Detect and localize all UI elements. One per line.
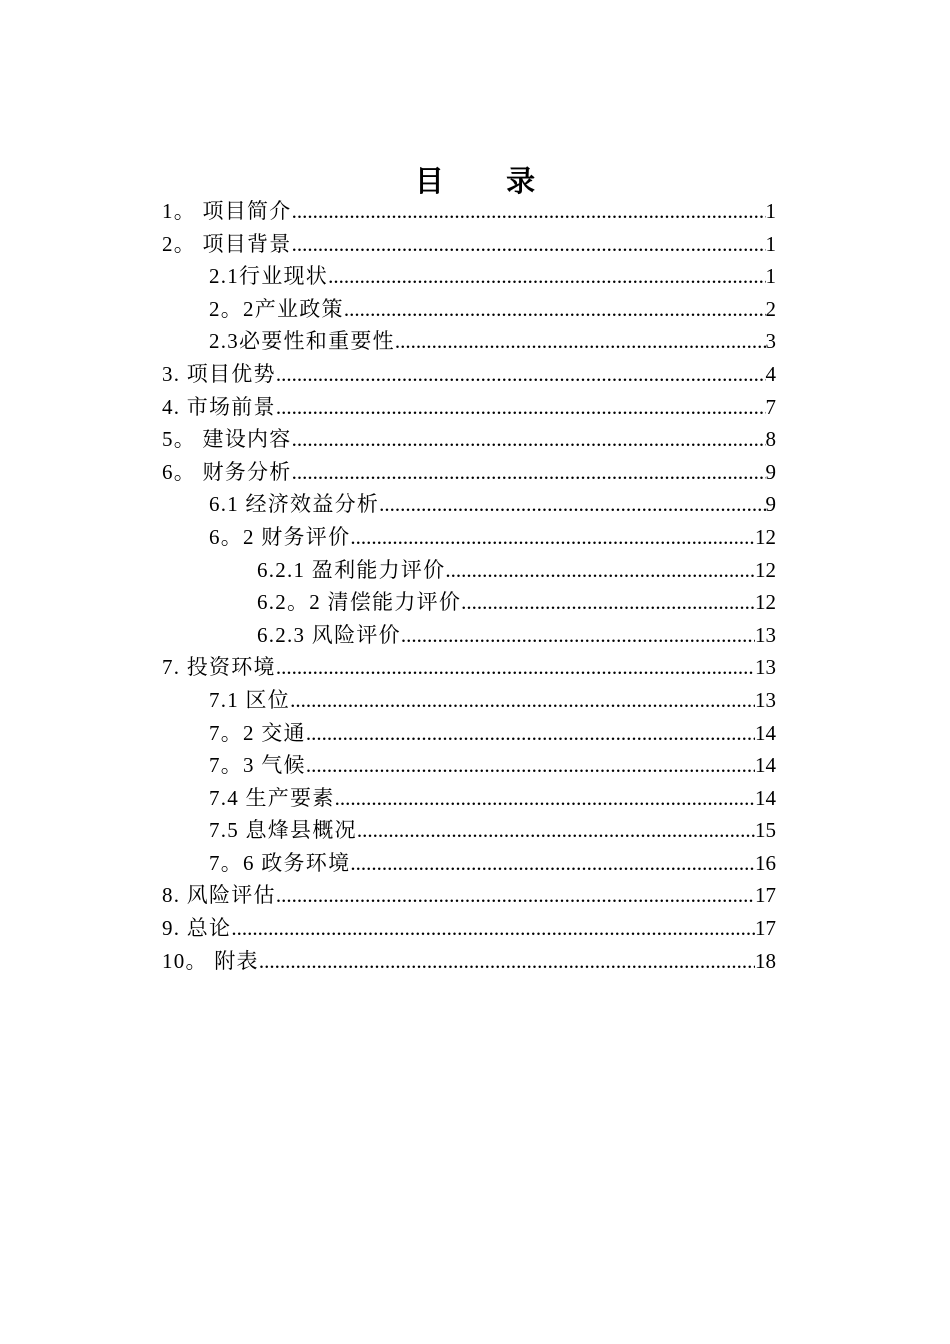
toc-dot-leader	[292, 195, 766, 227]
toc-dot-leader	[344, 293, 766, 325]
toc-entry[interactable]	[162, 358, 776, 391]
toc-entry-label: 7。2 交通	[209, 720, 306, 745]
toc-entry[interactable]	[162, 228, 776, 261]
toc-page-number: 8	[765, 427, 776, 452]
toc-entry[interactable]	[162, 391, 776, 424]
toc-entry-label: 7. 投资环境	[162, 655, 276, 680]
toc-dot-leader	[276, 358, 766, 390]
toc-entry[interactable]	[162, 260, 776, 293]
toc-entry[interactable]	[162, 651, 776, 684]
toc-entry-label: 9. 总论	[162, 916, 232, 941]
toc-entry-label: 7。6 政务环境	[209, 850, 351, 875]
toc-page-number: 13	[755, 622, 776, 647]
toc-entry[interactable]	[162, 945, 776, 978]
toc-entry-label: 1。 项目简介	[162, 199, 292, 223]
toc-page-number: 17	[755, 883, 776, 908]
toc-dot-leader	[306, 749, 755, 781]
toc-dot-leader	[357, 814, 755, 846]
toc-dot-leader	[292, 228, 766, 260]
toc-entry-label: 6.2.1 盈利能力评价	[257, 557, 446, 582]
toc-dot-leader	[328, 260, 765, 292]
toc-entry-label: 6.2.3 风险评价	[257, 622, 401, 647]
toc-dot-leader	[276, 879, 755, 911]
toc-page-number: 14	[755, 785, 776, 810]
toc-page-number: 12	[755, 590, 776, 615]
toc-page-number: 2	[765, 296, 776, 321]
toc-dot-leader	[276, 651, 755, 683]
toc-entry[interactable]	[162, 619, 776, 652]
toc-page-number: 4	[765, 361, 776, 386]
toc-entry[interactable]	[162, 782, 776, 815]
toc-entry-label: 10。 附表	[162, 948, 259, 973]
toc-page-number: 3	[765, 329, 776, 354]
toc-entry-label: 4. 市场前景	[162, 394, 276, 419]
toc-entry-label: 8. 风险评估	[162, 883, 276, 908]
toc-dot-leader	[292, 423, 766, 455]
toc-page-number: 15	[755, 818, 776, 843]
toc-entry-label: 5。 建设内容	[162, 427, 292, 452]
toc-page-number: 17	[755, 916, 776, 941]
toc-dot-leader	[276, 391, 766, 423]
toc-page-number: 13	[755, 687, 776, 712]
toc-entry[interactable]	[162, 879, 776, 912]
toc-page-number: 1	[765, 231, 776, 256]
toc-entry-label: 6。 财务分析	[162, 459, 292, 484]
toc-dot-leader	[335, 782, 755, 814]
toc-page-number: 1	[765, 199, 776, 223]
toc-entry[interactable]	[162, 521, 776, 554]
toc-entry[interactable]	[162, 847, 776, 880]
toc-entry[interactable]	[162, 423, 776, 456]
toc-dot-leader	[395, 325, 766, 357]
toc-page-number: 9	[765, 492, 776, 517]
toc-page-number: 7	[765, 394, 776, 419]
toc-entry[interactable]	[162, 684, 776, 717]
toc-entry[interactable]	[162, 749, 776, 782]
toc-page-number: 18	[755, 948, 776, 973]
toc-entry[interactable]	[162, 814, 776, 847]
toc-dot-leader	[461, 586, 755, 618]
toc-entry-label: 6.2。2 清偿能力评价	[257, 590, 462, 615]
table-of-contents	[162, 195, 776, 977]
page-title: 目 录	[414, 164, 562, 199]
toc-entry-label: 7.4 生产要素	[209, 785, 335, 810]
toc-entry-label: 2.3必要性和重要性	[209, 329, 395, 354]
toc-entry[interactable]	[162, 325, 776, 358]
toc-entry[interactable]	[162, 456, 776, 489]
toc-dot-leader	[350, 521, 755, 553]
toc-page-number: 1	[765, 264, 776, 289]
toc-entry-label: 7。3 气候	[209, 753, 306, 778]
toc-entry[interactable]	[162, 554, 776, 587]
toc-page-number: 12	[755, 557, 776, 582]
toc-entry-label: 2.1行业现状	[209, 264, 329, 289]
toc-entry[interactable]	[162, 195, 776, 228]
toc-dot-leader	[379, 488, 765, 520]
toc-page-number: 13	[755, 655, 776, 680]
toc-dot-leader	[350, 847, 755, 879]
toc-dot-leader	[445, 554, 755, 586]
toc-dot-leader	[290, 684, 755, 716]
toc-page-number: 14	[755, 720, 776, 745]
toc-entry-label: 2。2产业政策	[209, 296, 344, 321]
toc-dot-leader	[292, 456, 766, 488]
toc-page-number: 12	[755, 524, 776, 549]
toc-page-number: 14	[755, 753, 776, 778]
toc-dot-leader	[401, 619, 755, 651]
toc-dot-leader	[231, 912, 755, 944]
toc-entry-label: 6.1 经济效益分析	[209, 492, 380, 517]
toc-entry[interactable]	[162, 586, 776, 619]
toc-entry-label: 7.1 区位	[209, 687, 291, 712]
toc-page-number: 9	[765, 459, 776, 484]
toc-entry-label: 7.5 息烽县概况	[209, 818, 357, 843]
toc-dot-leader	[306, 717, 755, 749]
toc-dot-leader	[259, 945, 755, 977]
toc-entry[interactable]	[162, 717, 776, 750]
toc-entry-label: 2。 项目背景	[162, 231, 292, 256]
toc-entry[interactable]	[162, 488, 776, 521]
toc-entry[interactable]	[162, 293, 776, 326]
toc-entry-label: 6。2 财务评价	[209, 524, 351, 549]
toc-page-number: 16	[755, 850, 776, 875]
toc-entry[interactable]	[162, 912, 776, 945]
toc-entry-label: 3. 项目优势	[162, 361, 276, 386]
